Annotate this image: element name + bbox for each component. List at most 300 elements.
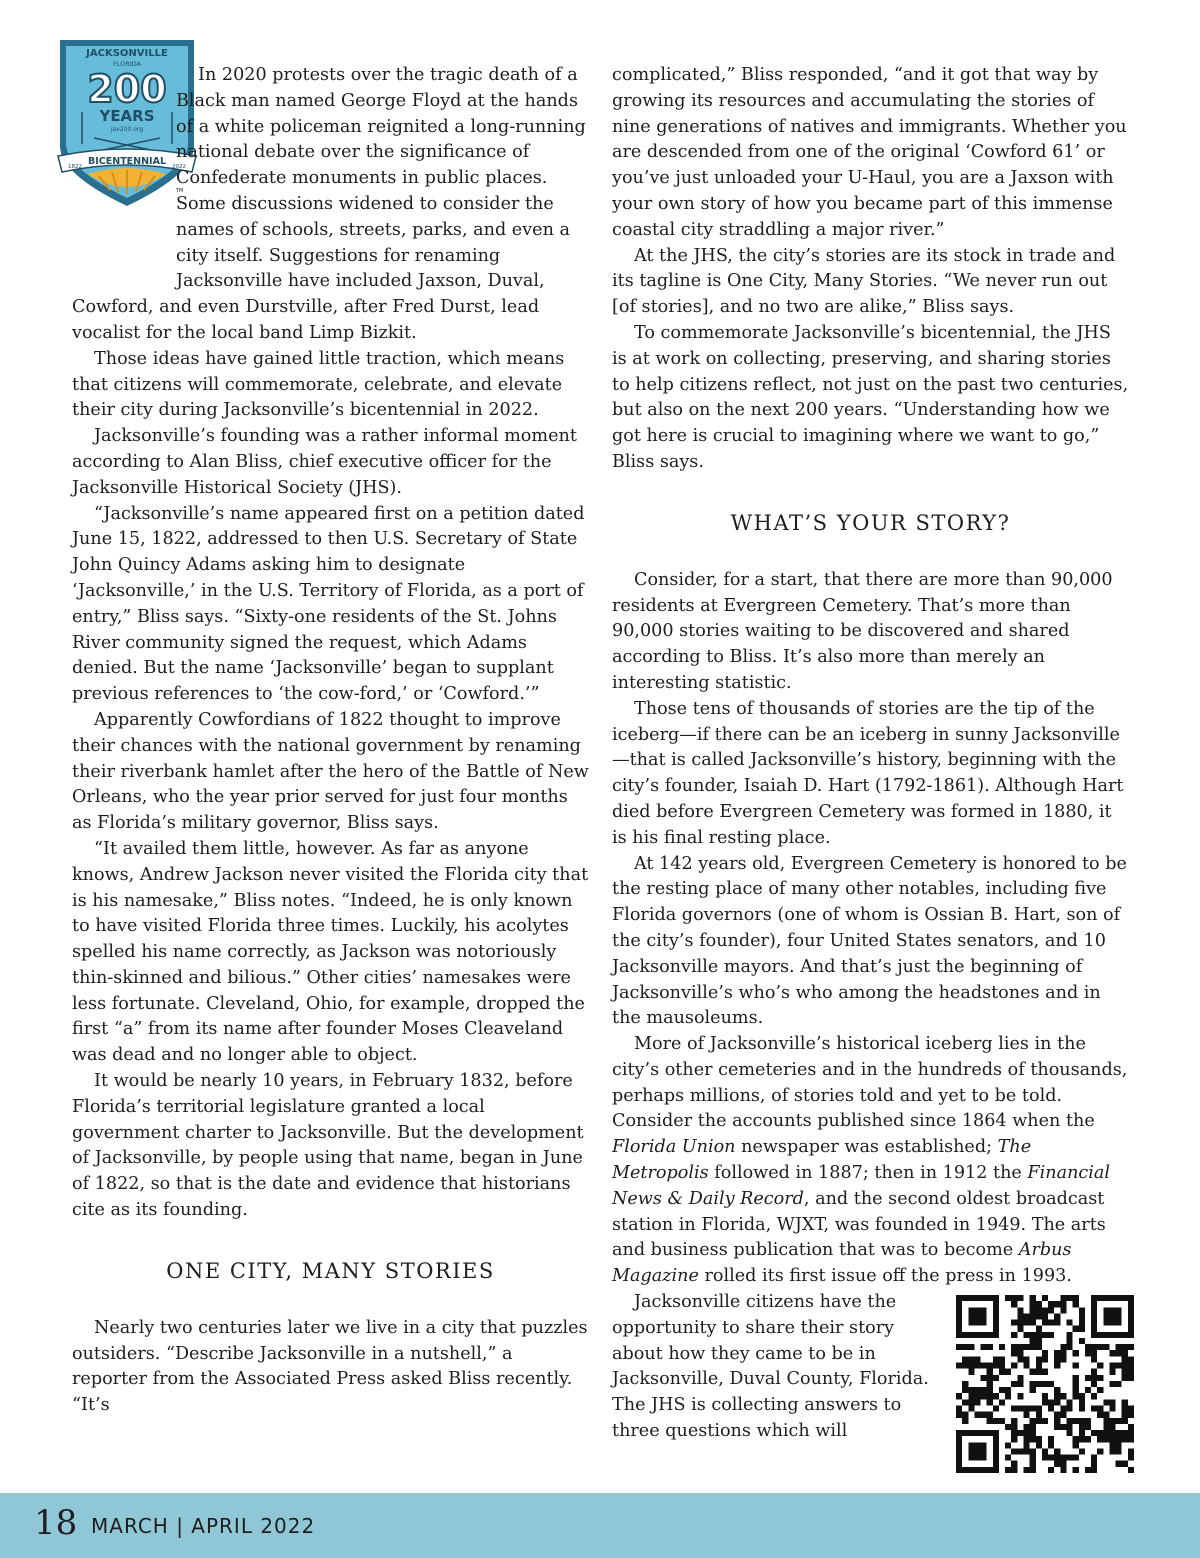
qr-module	[1109, 1350, 1115, 1356]
qr-module	[1030, 1332, 1036, 1338]
qr-module	[1017, 1356, 1023, 1362]
qr-module	[1017, 1449, 1023, 1455]
qr-module	[993, 1356, 999, 1362]
qr-module	[1109, 1399, 1115, 1405]
section-heading: ONE CITY, MANY STORIES	[166, 1258, 495, 1283]
qr-module	[993, 1332, 999, 1338]
qr-module	[1097, 1430, 1103, 1436]
qr-module	[1103, 1424, 1109, 1430]
qr-module	[1109, 1442, 1115, 1448]
qr-module	[1060, 1393, 1066, 1399]
qr-module	[1085, 1467, 1091, 1473]
qr-module	[1048, 1301, 1054, 1307]
qr-module	[1036, 1344, 1042, 1350]
qr-module	[1005, 1295, 1011, 1301]
qr-module	[1128, 1307, 1134, 1313]
qr-module	[1024, 1332, 1030, 1338]
qr-module	[1030, 1338, 1036, 1344]
qr-module	[1122, 1350, 1128, 1356]
qr-module	[1036, 1418, 1042, 1424]
qr-module	[1017, 1375, 1023, 1381]
qr-module	[1017, 1350, 1023, 1356]
qr-module	[1011, 1436, 1017, 1442]
paragraph: “Jacksonville’s name appeared first on a petition dated June 15, 1822, addressed to then U.S. Secretary of State John Quincy Adams asking him to designate ‘Jacksonville,’ in the U.S. Territory of Florida, as a port of entry,” Bliss says. “Sixty-one residents of the St. Johns River community signed the request, which Adams denied. But the name ‘Jacksonville’ began to supplant previous references to ‘the cow-ford,’ or ‘Cowford.’”	[72, 503, 585, 705]
qr-module	[968, 1332, 974, 1338]
qr-module	[1073, 1295, 1079, 1301]
paragraph: It would be nearly 10 years, in February 1832, before Florida’s territorial legislature granted a local government charter to Jacksonville. But the development of Jacksonville, by people using that name, began in June of 1822, so that is the date and evidence that historians cite as its founding.	[72, 1071, 584, 1221]
qr-module	[993, 1418, 999, 1424]
qr-module	[993, 1449, 999, 1455]
qr-module	[968, 1295, 974, 1301]
qr-module	[956, 1467, 962, 1473]
qr-module	[1116, 1332, 1122, 1338]
qr-module	[1036, 1332, 1042, 1338]
qr-module	[1066, 1332, 1072, 1338]
qr-module	[1036, 1442, 1042, 1448]
qr-module	[1079, 1393, 1085, 1399]
qr-module	[968, 1455, 974, 1461]
qr-module	[1128, 1356, 1134, 1362]
qr-module	[1042, 1381, 1048, 1387]
qr-module	[1036, 1326, 1042, 1332]
qr-module	[1066, 1418, 1072, 1424]
qr-module	[993, 1375, 999, 1381]
qr-module	[974, 1320, 980, 1326]
qr-module	[1073, 1301, 1079, 1307]
qr-module	[968, 1320, 974, 1326]
qr-module	[1079, 1326, 1085, 1332]
paragraph: “It availed them little, however. As far as anyone knows, Andrew Jackson never visited the Florida city that is his namesake,” Bliss notes. “Indeed, he is only known to have visited Florida three times. Luckily, his acolytes spelled his name correctly, as Jackson was notoriously thin-skinned and bilious.” Other cities’ namesakes were less fortunate. Cleveland, Ohio, for example, dropped the first “a” from its name after founder Moses Cleaveland was dead and no longer able to object.	[72, 838, 589, 1066]
qr-module	[1116, 1381, 1122, 1387]
qr-module	[1128, 1344, 1134, 1350]
qr-module	[1048, 1436, 1054, 1442]
qr-code-icon	[956, 1295, 1134, 1473]
qr-module	[974, 1412, 980, 1418]
qr-module	[974, 1332, 980, 1338]
svg-text:TM: TM	[176, 188, 184, 194]
svg-text:JACKSONVILLE: JACKSONVILLE	[86, 48, 168, 59]
qr-module	[993, 1295, 999, 1301]
paragraph: At 142 years old, Evergreen Cemetery is honored to be the resting place of many other notables, including five Florida governors (one of whom is Ossian B. Hart, son of the city’s founder), four United States senators, and 10 Jacksonville mayors. And that’s just the beginning of Jacksonville’s who’s who among the headstones and in the mausoleums.	[612, 853, 1127, 1029]
qr-module	[987, 1375, 993, 1381]
svg-text:FLORIDA: FLORIDA	[112, 60, 142, 68]
qr-module	[1017, 1295, 1023, 1301]
qr-module	[974, 1430, 980, 1436]
qr-module	[1073, 1363, 1079, 1369]
qr-module	[1030, 1424, 1036, 1430]
qr-module	[1097, 1449, 1103, 1455]
qr-module	[1091, 1301, 1097, 1307]
svg-text:BICENTENNIAL: BICENTENNIAL	[88, 156, 166, 167]
qr-module	[956, 1436, 962, 1442]
publication-title: The Metropolis	[612, 1137, 1032, 1184]
qr-module	[1128, 1301, 1134, 1307]
qr-module	[1036, 1301, 1042, 1307]
qr-module	[1128, 1320, 1134, 1326]
qr-module	[974, 1393, 980, 1399]
qr-module	[1042, 1295, 1048, 1301]
qr-module	[1079, 1406, 1085, 1412]
qr-module	[1011, 1363, 1017, 1369]
qr-module	[1030, 1307, 1036, 1313]
qr-module	[1116, 1344, 1122, 1350]
qr-module	[1048, 1406, 1054, 1412]
qr-module	[1109, 1418, 1115, 1424]
qr-module	[968, 1387, 974, 1393]
qr-module	[1116, 1350, 1122, 1356]
text-run: rolled its first issue off the press in 1993.	[698, 1266, 1072, 1287]
qr-module	[968, 1406, 974, 1412]
qr-module	[1036, 1406, 1042, 1412]
text-run: More of Jacksonville’s historical iceberg lies in the city’s other cemeteries and in the hundreds of thousands, perhaps millions, of stories told and yet to be told. Consider the accounts published since 1864 when the	[612, 1034, 1128, 1132]
qr-module	[1030, 1369, 1036, 1375]
qr-module	[968, 1363, 974, 1369]
qr-module	[962, 1418, 968, 1424]
qr-module	[1024, 1424, 1030, 1430]
svg-text:2022: 2022	[172, 164, 186, 170]
qr-module	[956, 1461, 962, 1467]
qr-module	[1048, 1381, 1054, 1387]
qr-module	[999, 1363, 1005, 1369]
qr-module	[987, 1412, 993, 1418]
qr-module	[1024, 1320, 1030, 1326]
qr-module	[1054, 1320, 1060, 1326]
qr-module	[968, 1313, 974, 1319]
qr-module	[1109, 1381, 1115, 1387]
qr-module	[1042, 1418, 1048, 1424]
qr-module	[962, 1363, 968, 1369]
qr-module	[987, 1467, 993, 1473]
qr-module	[1048, 1320, 1054, 1326]
qr-module	[1042, 1399, 1048, 1405]
qr-module	[993, 1320, 999, 1326]
qr-module	[1091, 1313, 1097, 1319]
qr-module	[1103, 1436, 1109, 1442]
qr-module	[981, 1393, 987, 1399]
paragraph-with-titles	[612, 1032, 1129, 1290]
qr-module	[1097, 1436, 1103, 1442]
qr-module	[1079, 1338, 1085, 1344]
qr-module	[1109, 1369, 1115, 1375]
qr-module	[981, 1375, 987, 1381]
qr-module	[1073, 1455, 1079, 1461]
qr-module	[1030, 1313, 1036, 1319]
qr-module	[1079, 1399, 1085, 1405]
qr-module	[1103, 1295, 1109, 1301]
qr-module	[1109, 1436, 1115, 1442]
qr-module	[1103, 1430, 1109, 1436]
qr-module	[1122, 1375, 1128, 1381]
qr-module	[962, 1344, 968, 1350]
qr-module	[1128, 1455, 1134, 1461]
qr-module	[1030, 1467, 1036, 1473]
qr-module	[1011, 1406, 1017, 1412]
qr-module	[1109, 1320, 1115, 1326]
qr-module	[1030, 1344, 1036, 1350]
svg-text:YEARS: YEARS	[99, 107, 155, 125]
qr-module	[1024, 1449, 1030, 1455]
qr-module	[987, 1363, 993, 1369]
qr-module	[1128, 1430, 1134, 1436]
qr-module	[1030, 1381, 1036, 1387]
qr-code[interactable]	[956, 1295, 1134, 1473]
qr-module	[981, 1295, 987, 1301]
qr-module	[1122, 1363, 1128, 1369]
paragraph: In 2020 protests over the tragic death of a Black man named George Floyd at the hands of a white policeman reignited a long-running national debate over the significance of Confederate monuments in public places. Some discussions widened to consider the names of schools, streets, parks, and even a city itself. Suggestions for renaming Jacksonville have included Jaxson, Duval, Cowford, and even Durstville, after Fred Durst, lead vocalist for the local band Limp Bizkit.	[72, 65, 586, 343]
qr-module	[993, 1455, 999, 1461]
qr-module	[993, 1467, 999, 1473]
qr-module	[1054, 1424, 1060, 1430]
qr-module	[1042, 1369, 1048, 1375]
qr-module	[999, 1356, 1005, 1362]
qr-module	[1017, 1307, 1023, 1313]
qr-module	[1116, 1307, 1122, 1313]
publication-title: Arbus Magazine	[612, 1240, 1072, 1287]
qr-module	[1091, 1381, 1097, 1387]
qr-module	[1054, 1356, 1060, 1362]
qr-module	[1048, 1399, 1054, 1405]
qr-module	[1066, 1455, 1072, 1461]
paragraph: Consider, for a start, that there are more than 90,000 residents at Evergreen Cemetery. That’s more than 90,000 stories waiting to be discovered and shared according to Bliss. It’s also more than merely an interesting statistic.	[612, 569, 1113, 693]
qr-module	[1128, 1363, 1134, 1369]
paragraph: To commemorate Jacksonville’s bicentennial, the JHS is at work on collecting, preserving, and sharing stories to help citizens reflect, not just on the past two centuries, but also on the next 200 years. “Understanding how we got here is crucial to imagining where we want to go,” Bliss says.	[612, 322, 1129, 472]
page-footer	[0, 1493, 1200, 1558]
qr-module	[1128, 1412, 1134, 1418]
qr-module	[1091, 1295, 1097, 1301]
qr-module	[1079, 1307, 1085, 1313]
qr-module	[981, 1307, 987, 1313]
qr-module	[993, 1442, 999, 1448]
qr-module	[956, 1301, 962, 1307]
qr-module	[987, 1418, 993, 1424]
qr-module	[1128, 1326, 1134, 1332]
qr-module	[1036, 1381, 1042, 1387]
qr-module	[987, 1295, 993, 1301]
qr-module	[1011, 1320, 1017, 1326]
qr-module	[956, 1442, 962, 1448]
qr-module	[1073, 1375, 1079, 1381]
qr-module	[981, 1455, 987, 1461]
qr-module	[974, 1356, 980, 1362]
qr-module	[1079, 1449, 1085, 1455]
qr-module	[993, 1461, 999, 1467]
qr-module	[974, 1307, 980, 1313]
qr-module	[1122, 1369, 1128, 1375]
qr-module	[1122, 1406, 1128, 1412]
qr-module	[968, 1449, 974, 1455]
qr-module	[1085, 1344, 1091, 1350]
qr-module	[1060, 1356, 1066, 1362]
qr-module	[1109, 1332, 1115, 1338]
qr-module	[1079, 1320, 1085, 1326]
paragraph: At the JHS, the city’s stories are its stock in trade and its tagline is One City, Many Stories. “We never run out [of stories], and no two are alike,” Bliss says.	[612, 245, 1116, 318]
qr-module	[1054, 1399, 1060, 1405]
qr-module	[1085, 1350, 1091, 1356]
qr-module	[1091, 1406, 1097, 1412]
qr-module	[1042, 1393, 1048, 1399]
qr-module	[968, 1399, 974, 1405]
qr-module	[1030, 1301, 1036, 1307]
paragraph: Apparently Cowfordians of 1822 thought to improve their chances with the national government by renaming their riverbank hamlet after the hero of the Battle of New Orleans, who the year prior served for just four months as Florida’s military governor, Bliss says.	[72, 709, 589, 834]
paragraph: Those tens of thousands of stories are the tip of the iceberg—if there can be an iceberg in sunny Jacksonville—that is called Jacksonville’s history, beginning with the city’s founder, Isaiah D. Hart (1792-1861). Although Hart died before Evergreen Cemetery was formed in 1880, it is his final resting place.	[612, 698, 1124, 848]
qr-module	[987, 1393, 993, 1399]
qr-module	[1128, 1406, 1134, 1412]
qr-module	[1024, 1430, 1030, 1436]
qr-module	[974, 1455, 980, 1461]
qr-module	[1128, 1436, 1134, 1442]
qr-module	[1122, 1295, 1128, 1301]
qr-module	[1042, 1332, 1048, 1338]
qr-module	[1091, 1461, 1097, 1467]
qr-module	[1128, 1369, 1134, 1375]
qr-module	[1042, 1320, 1048, 1326]
section-heading: WHAT’S YOUR STORY?	[730, 510, 1011, 535]
qr-module	[1024, 1363, 1030, 1369]
qr-module	[1097, 1295, 1103, 1301]
paragraph: Jacksonville citizens have the opportunity to share their story about how they came to be in Jacksonville, Duval County, Florida. The JHS is collecting answers to three questions which will	[612, 1292, 929, 1442]
qr-module	[1091, 1393, 1097, 1399]
qr-module	[1128, 1332, 1134, 1338]
qr-module	[1048, 1467, 1054, 1473]
qr-module	[1122, 1399, 1128, 1405]
qr-module	[1073, 1387, 1079, 1393]
qr-module	[1017, 1430, 1023, 1436]
qr-module	[1036, 1307, 1042, 1313]
qr-module	[1005, 1455, 1011, 1461]
qr-module	[993, 1436, 999, 1442]
qr-module	[1116, 1461, 1122, 1467]
qr-module	[1030, 1418, 1036, 1424]
qr-module	[1122, 1412, 1128, 1418]
qr-module	[1060, 1412, 1066, 1418]
qr-module	[968, 1356, 974, 1362]
qr-module	[1128, 1295, 1134, 1301]
qr-module	[1097, 1375, 1103, 1381]
qr-module	[1060, 1424, 1066, 1430]
qr-module	[1085, 1436, 1091, 1442]
qr-module	[1091, 1326, 1097, 1332]
paragraph: Nearly two centuries later we live in a city that puzzles outsiders. “Describe Jacksonville in a nutshell,” a reporter from the Associated Press asked Bliss recently. “It’s	[72, 1317, 588, 1416]
qr-module	[981, 1363, 987, 1369]
qr-module	[1011, 1381, 1017, 1387]
qr-module	[1011, 1344, 1017, 1350]
qr-module	[1085, 1387, 1091, 1393]
qr-module	[1122, 1344, 1128, 1350]
qr-module	[1097, 1332, 1103, 1338]
right-article-column	[612, 63, 1129, 1473]
qr-module	[956, 1326, 962, 1332]
qr-module	[1060, 1307, 1066, 1313]
qr-module	[1011, 1467, 1017, 1473]
qr-module	[1005, 1393, 1011, 1399]
qr-module	[1109, 1406, 1115, 1412]
qr-module	[974, 1399, 980, 1405]
qr-module	[1116, 1295, 1122, 1301]
qr-module	[1073, 1350, 1079, 1356]
qr-module	[1109, 1430, 1115, 1436]
qr-module	[1011, 1350, 1017, 1356]
qr-module	[1036, 1369, 1042, 1375]
qr-module	[1128, 1313, 1134, 1319]
qr-module	[1042, 1313, 1048, 1319]
qr-module	[999, 1344, 1005, 1350]
qr-module	[1122, 1356, 1128, 1362]
qr-module	[956, 1363, 962, 1369]
paragraph: Jacksonville’s founding was a rather informal moment according to Alan Bliss, chief executive officer for the Jacksonville Historical Society (JHS).	[72, 426, 577, 498]
qr-module	[1054, 1461, 1060, 1467]
qr-module	[968, 1307, 974, 1313]
logo-spacer	[0, 63, 176, 285]
qr-module	[993, 1393, 999, 1399]
qr-module	[974, 1467, 980, 1473]
qr-module	[1024, 1442, 1030, 1448]
qr-module	[1109, 1313, 1115, 1319]
qr-module	[981, 1313, 987, 1319]
qr-module	[1054, 1393, 1060, 1399]
qr-module	[1097, 1387, 1103, 1393]
qr-module	[968, 1442, 974, 1448]
text-run: , and the second oldest broadcast station in Florida, WJXT, was founded in 1949. The arts and business publication that was to become	[612, 1188, 1106, 1261]
qr-module	[993, 1326, 999, 1332]
qr-module	[1091, 1344, 1097, 1350]
qr-module	[999, 1369, 1005, 1375]
qr-module	[999, 1418, 1005, 1424]
qr-module	[1024, 1467, 1030, 1473]
qr-module	[1030, 1387, 1036, 1393]
qr-module	[987, 1344, 993, 1350]
qr-module	[1122, 1332, 1128, 1338]
qr-module	[987, 1399, 993, 1405]
qr-module	[1054, 1350, 1060, 1356]
qr-module	[962, 1467, 968, 1473]
qr-module	[1011, 1449, 1017, 1455]
svg-text:1822: 1822	[68, 164, 82, 170]
qr-module	[981, 1449, 987, 1455]
qr-module	[1030, 1406, 1036, 1412]
qr-module	[1036, 1436, 1042, 1442]
qr-module	[1091, 1350, 1097, 1356]
qr-module	[968, 1344, 974, 1350]
qr-module	[981, 1332, 987, 1338]
qr-module	[981, 1412, 987, 1418]
qr-module	[1116, 1449, 1122, 1455]
qr-module	[1103, 1320, 1109, 1326]
qr-module	[1036, 1363, 1042, 1369]
qr-module	[1060, 1467, 1066, 1473]
qr-module	[1085, 1424, 1091, 1430]
qr-module	[1048, 1307, 1054, 1313]
qr-module	[1103, 1313, 1109, 1319]
qr-module	[981, 1320, 987, 1326]
qr-module	[1091, 1320, 1097, 1326]
text-run: followed in 1887; then in 1912 the	[708, 1163, 1028, 1184]
qr-module	[1103, 1344, 1109, 1350]
qr-module	[956, 1332, 962, 1338]
qr-module	[1103, 1412, 1109, 1418]
publication-title: Financial News & Daily Record	[612, 1163, 1111, 1209]
qr-module	[956, 1344, 962, 1350]
qr-module	[1030, 1430, 1036, 1436]
qr-module	[1122, 1461, 1128, 1467]
qr-module	[1097, 1406, 1103, 1412]
qr-module	[981, 1344, 987, 1350]
qr-module	[1122, 1430, 1128, 1436]
qr-module	[1079, 1313, 1085, 1319]
qr-module	[1066, 1338, 1072, 1344]
qr-module	[1097, 1412, 1103, 1418]
qr-module	[1054, 1412, 1060, 1418]
qr-module	[1066, 1320, 1072, 1326]
